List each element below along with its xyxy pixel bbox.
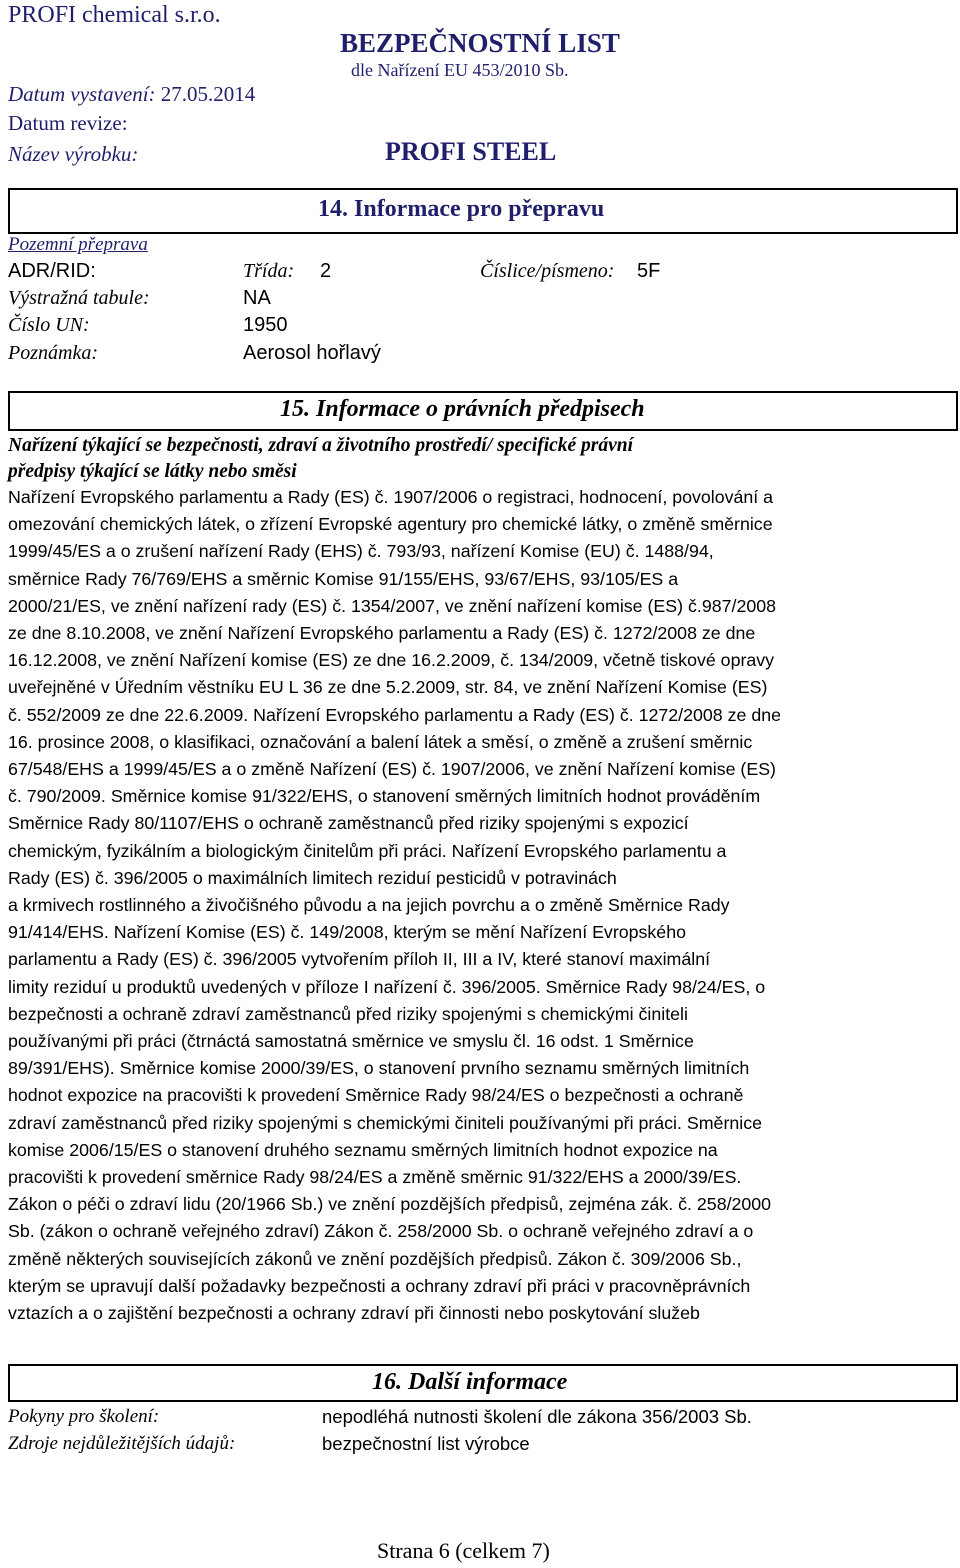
code-value: 5F (637, 260, 661, 282)
training-label: Pokyny pro školení: (8, 1406, 160, 1427)
body-line: limity reziduí u produktů uvedených v příloze I nařízení č. 396/2005. Směrnice Rady 98/24/ES, o (8, 976, 766, 997)
section-16-title: 16. Další informace (372, 1369, 568, 1395)
issue-date-value: 27.05.2014 (160, 82, 256, 106)
body-line: 16. prosince 2008, o klasifikaci, označování a balení látek a směsí, o změně a zrušení směrnic (8, 731, 753, 752)
document-title: BEZPEČNOSTNÍ LIST (340, 28, 620, 58)
body-line: zdraví zaměstnanců před riziky spojenými s chemickými činiteli používanými při práci. Směrnice (8, 1112, 762, 1133)
body-line: uveřejněné v Úředním věstníku EU L 36 ze dne 5.2.2009, str. 84, ve znění Nařízení Komise (ES) (8, 677, 768, 698)
warning-plate-label: Výstražná tabule: (8, 287, 150, 309)
product-name: PROFI STEEL (385, 137, 557, 166)
body-line: 91/414/EHS. Nařízení Komise (ES) č. 149/2008, kterým se mění Nařízení Evropského (8, 922, 686, 943)
body-line: 1999/45/ES a o zrušení nařízení Rady (EHS) č. 793/93, nařízení Komise (EU) č. 1488/94, (8, 541, 714, 562)
body-line: č. 552/2009 ze dne 22.6.2009. Nařízení Evropského parlamentu a Rady (ES) č. 1272/2008 ze dne (8, 704, 781, 725)
body-line: parlamentu a Rady (ES) č. 396/2005 vytvořením příloh II, III a IV, které stanoví maximální (8, 949, 711, 970)
section-15-body (8, 484, 954, 1327)
body-line: Nařízení Evropského parlamentu a Rady (ES) č. 1907/2006 o registraci, hodnocení, povolování a (8, 487, 774, 507)
body-line: kterým se upravují další požadavky bezpečnosti a ochrany zdraví při práci v pracovněprávních (8, 1275, 751, 1296)
class-label: Třída: (243, 260, 295, 282)
body-line: Rady (ES) č. 396/2005 o maximálních limitech reziduí pesticidů v potravinách (8, 867, 617, 888)
body-line: 16.12.2008, ve znění Nařízení komise (ES) ze dne 16.2.2009, č. 134/2009, včetně tiskové opravy (8, 650, 775, 671)
note-value: Aerosol hořlavý (243, 342, 381, 364)
body-line: směrnice Rady 76/769/EHS a směrnic Komise 91/155/EHS, 93/67/EHS, 93/105/ES a (8, 568, 679, 589)
section-14-subtitle: Pozemní přeprava (8, 234, 148, 255)
sources-label: Zdroje nejdůležitějších údajů: (8, 1433, 236, 1454)
issue-date-label: Datum vystavení: (8, 82, 156, 106)
note-label: Poznámka: (8, 342, 98, 364)
body-line: 89/391/EHS). Směrnice komise 2000/39/ES, o stanovení prvního seznamu směrných limitních (8, 1058, 750, 1079)
body-line: Zákon o péči o zdraví lidu (20/1966 Sb.) ve znění pozdějších předpisů, zejména zák. č. 258/2000 (8, 1194, 772, 1215)
intro-line: předpisy týkající se látky nebo směsi (8, 461, 297, 482)
sources-value: bezpečnostní list výrobce (322, 1433, 530, 1454)
code-label: Číslice/písmeno: (480, 260, 615, 282)
body-line: používanými při práci (čtrnáctá samostatná směrnice ve smyslu čl. 16 odst. 1 Směrnice (8, 1031, 694, 1052)
company-name: PROFI chemical s.r.o. (8, 2, 221, 28)
body-line: komise 2006/15/ES o stanovení druhého seznamu směrných limitních hodnot expozice na (8, 1139, 718, 1160)
body-line: omezování chemických látek, o zřízení Evropské agentury pro chemické látky, o změně směrnice (8, 514, 773, 535)
training-value: nepodléhá nutnosti školení dle zákona 356/2003 Sb. (322, 1406, 752, 1427)
section-15-title: 15. Informace o právních předpisech (280, 396, 645, 422)
body-line: bezpečnosti a ochraně zdraví zaměstnanců před riziky spojenými s chemickými činiteli (8, 1003, 688, 1024)
regulation-reference: dle Nařízení EU 453/2010 Sb. (351, 60, 569, 80)
intro-line: Nařízení týkající se bezpečnosti, zdraví a životního prostředí/ specifické právní (8, 435, 634, 456)
page-number: Strana 6 (celkem 7) (377, 1538, 550, 1563)
body-line: chemickým, fyzikálním a biologickým činitelům při práci. Nařízení Evropského parlamentu a (8, 840, 727, 861)
body-line: Sb. (zákon o ochraně veřejného zdraví) Zákon č. 258/2000 Sb. o ochraně veřejného zdraví a o (8, 1221, 754, 1242)
class-value: 2 (320, 260, 332, 282)
body-line: změně některých souvisejících zákonů ve znění pozdějších předpisů. Zákon č. 309/2006 Sb., (8, 1248, 742, 1269)
warning-plate-value: NA (243, 287, 271, 309)
section-15-intro (8, 433, 633, 485)
body-line: pracovišti k provedení směrnice Rady 98/24/ES a změně směrnic 91/322/EHS a 2000/39/ES. (8, 1167, 742, 1188)
body-line: a krmivech rostlinného a živočišného původu a na jejich povrchu a o změně Směrnice Rady (8, 895, 730, 916)
body-line: ze dne 8.10.2008, ve znění Nařízení Evropského parlamentu a Rady (ES) č. 1272/2008 ze dne (8, 623, 756, 644)
product-name-label: Název výrobku: (8, 142, 139, 166)
body-line: č. 790/2009. Směrnice komise 91/322/EHS, o stanovení směrných limitních hodnot prováděním (8, 786, 761, 807)
un-number-value: 1950 (243, 314, 288, 336)
body-line: vztazích a o zajištění bezpečnosti a ochrany zdraví při činnosti nebo poskytování služeb (8, 1303, 700, 1324)
revision-date-label: Datum revize: (8, 111, 128, 135)
adr-label: ADR/RID: (8, 260, 96, 282)
body-line: 67/548/EHS a 1999/45/ES a o změně Nařízení (ES) č. 1907/2006, ve znění Nařízení komise (ES) (8, 759, 776, 780)
issue-date-row (8, 82, 255, 107)
body-line: 2000/21/ES, ve znění nařízení rady (ES) č. 1354/2007, ve znění nařízení komise (ES) č.987/2008 (8, 595, 777, 616)
un-number-label: Číslo UN: (8, 314, 90, 336)
body-line: hodnot expozice na pracovišti k provedení Směrnice Rady 98/24/ES o bezpečnosti a ochraně (8, 1085, 744, 1106)
body-line: Směrnice Rady 80/1107/EHS o ochraně zaměstnanců před riziky spojenými s expozicí (8, 813, 689, 834)
section-14-title: 14. Informace pro přepravu (318, 196, 605, 222)
